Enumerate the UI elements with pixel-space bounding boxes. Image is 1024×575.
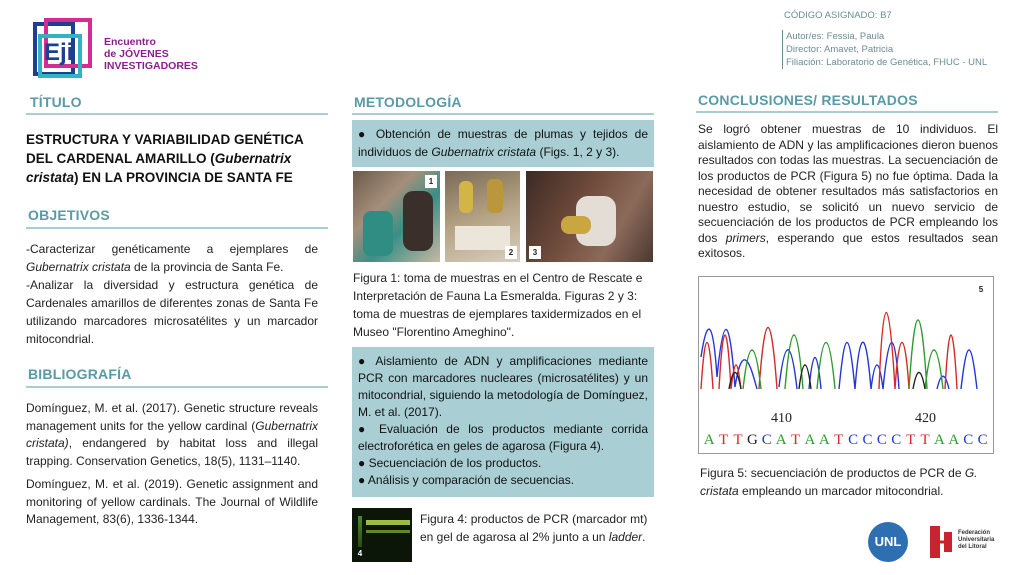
federacion-line3: del Litoral <box>958 544 987 550</box>
seq-base: T <box>733 432 743 448</box>
seq-base: T <box>834 432 844 448</box>
eji-logo-icon <box>32 18 100 82</box>
gel-band-2 <box>366 530 410 533</box>
reference-1b: Gubernatrix cristata) <box>26 418 318 450</box>
seq-base: A <box>934 432 945 448</box>
figure-5-caption-c: empleando un marcador mitocondrial. <box>738 484 944 498</box>
poster-title <box>26 130 326 187</box>
seq-base: C <box>876 432 887 448</box>
seq-base: T <box>790 432 801 448</box>
reference-2: Domínguez, M. et al. (2019). Genetic assignment and monitoring of yellow cardinals. The Journal of Wildlife Management, 83(6), 1336-1344. <box>26 477 318 526</box>
methods-box-2 <box>352 347 654 497</box>
conclusiones-rule <box>696 111 998 113</box>
author: Autor/es: Fessia, Paula <box>786 31 885 42</box>
figure-1-3-caption: Figura 1: toma de muestras en el Centro de Rescate e Interpretación de Fauna La Esmeralda. Figuras 2 y 3: toma de muestras de ejemplares taxidermizados en el Museo "Florentino Ameghino". <box>353 271 643 339</box>
objetivos-rule <box>26 227 328 229</box>
seq-base: A <box>703 432 715 448</box>
metodologia-heading: METODOLOGÍA <box>354 94 462 110</box>
conclusiones-text-c: , esperando que estos resultados sean exitosos. <box>698 230 998 260</box>
figure-3-tag: 3 <box>529 246 541 259</box>
figure-3-bird <box>561 216 591 234</box>
objetivo-1 <box>26 240 318 276</box>
objetivos-heading: OBJETIVOS <box>28 207 110 223</box>
figure-4-caption-a: Figura 4: productos de PCR (marcador mt) en gel de agarosa al 2% junto a un <box>420 512 648 544</box>
seq-base: A <box>818 432 830 448</box>
federacion-logo-icon <box>926 522 956 562</box>
figure-4-caption <box>420 510 656 546</box>
seq-bases <box>702 431 990 449</box>
logo-line3: INVESTIGADORES <box>104 60 198 72</box>
bibliografia-rule <box>26 386 328 388</box>
federacion-line2: Universitaria <box>958 537 995 543</box>
figure-1-photo <box>353 171 440 262</box>
chromatogram-traces <box>699 277 993 407</box>
objetivo-2: -Analizar la diversidad y estructura genética de Cardenales amarillos de diferentes zonas de Santa Fe utilizando marcadores microsatélites y un marcador mitocondrial. <box>26 278 318 346</box>
federacion-logo <box>926 520 996 564</box>
figure-2-bird-2 <box>487 179 503 213</box>
methods-step-2: ● Evaluación de los productos mediante corrida electroforética en geles de agarosa (Figura 4). <box>358 422 648 453</box>
reference-1a: Domínguez, M. et al. (2017). Genetic structure reveals management units for the yellow cardinal ( <box>26 401 318 433</box>
figure-5-caption-a: Figura 5: secuenciación de productos de PCR de <box>700 466 965 480</box>
objetivo-1c: de la provincia de Santa Fe. <box>130 260 284 274</box>
title-line2b: Gubernatrix <box>214 151 292 166</box>
bibliografia-heading: BIBLIOGRAFÍA <box>28 366 132 382</box>
seq-position-410: 410 <box>771 411 792 426</box>
methods-box-1 <box>352 120 654 167</box>
objetivos-text <box>26 240 318 348</box>
references <box>26 400 318 529</box>
title-line3a: cristata <box>26 170 75 185</box>
titulo-heading: TÍTULO <box>30 94 82 110</box>
figure-2-bird-1 <box>459 181 473 213</box>
reference-1c: , endangered by habitat loss and illegal trapping. Conservation Genetics, 18(5), 1131–1140. <box>26 436 318 468</box>
methods-box-1a: ● Obtención de muestras de plumas y tejidos de individuos de <box>358 127 648 159</box>
seq-base: T <box>920 432 930 448</box>
seq-base: T <box>719 432 729 448</box>
seq-base: C <box>963 432 974 448</box>
seq-base: C <box>891 432 902 448</box>
figure-1-tag: 1 <box>425 175 437 188</box>
conclusiones-text-a: Se logró obtener muestras de 10 individuos. El aislamiento de ADN y las amplificaciones dieron buenos resultados con todas las muestras. La secuenciación de los productos de PCR (Figura 5) no fue óptima. Dada la necesidad de obtener resultados más satisfactorios en nuestro estudio, se solicitó un nuevo servicio de secuenciación de los productos de PCR empleando los dos <box>698 122 998 245</box>
figure-1-person <box>363 211 393 256</box>
title-line3 <box>26 168 326 187</box>
logo-line2: de JÓVENES <box>104 48 169 60</box>
federacion-line1: Federación <box>958 530 991 536</box>
figure-3-photo <box>526 171 653 262</box>
figure-2-paper <box>455 226 510 250</box>
assigned-code: CÓDIGO ASIGNADO: B7 <box>784 10 892 21</box>
methods-step-4: ● Análisis y comparación de secuencias. <box>358 473 575 487</box>
logo-text <box>104 36 198 72</box>
methods-box-1c: (Figs. 1, 2 y 3). <box>536 144 620 159</box>
seq-base: C <box>977 432 988 448</box>
author-info <box>782 30 987 69</box>
svg-text:Eji: Eji <box>44 39 74 66</box>
methods-step-3: ● Secuenciación de los productos. <box>358 456 542 470</box>
conclusiones-text <box>698 122 998 262</box>
figure-1-person2 <box>403 191 433 251</box>
seq-base: C <box>761 432 772 448</box>
seq-base: C <box>848 432 859 448</box>
figure-4-tag: 4 <box>354 547 366 560</box>
eji-logo <box>28 14 208 84</box>
unl-logo: UNL <box>868 522 908 562</box>
objetivo-1b: Gubernatrix cristata <box>26 260 131 274</box>
title-line3b: ) EN LA PROVINCIA DE SANTA FE <box>74 170 293 185</box>
title-line1: ESTRUCTURA Y VARIABILIDAD GENÉTICA <box>26 132 304 147</box>
federacion-text <box>958 530 994 551</box>
figure-5-tag: 5 <box>975 283 987 296</box>
figure-5-caption-b: G. cristata <box>700 466 978 498</box>
reference-1 <box>26 400 318 470</box>
titulo-rule <box>26 113 328 115</box>
trace-blue <box>701 329 977 389</box>
conclusiones-text-b: primers <box>725 230 766 245</box>
seq-base: A <box>948 432 960 448</box>
seq-base: G <box>746 432 758 448</box>
logo-line1: Encuentro <box>104 36 156 48</box>
methods-step-1: ● Aislamiento de ADN y amplificaciones mediante PCR con marcadores nucleares (microsatélites) y un mitocondrial, siguiendo la metodología de Domínguez, M. et al. (2017). <box>358 354 648 419</box>
trace-red <box>701 313 957 390</box>
figure-5-caption <box>700 464 996 500</box>
affiliation: Filiación: Laboratorio de Genética, FHUC - UNL <box>786 57 988 68</box>
seq-base: C <box>862 432 873 448</box>
title-line2a: DEL CARDENAL AMARILLO ( <box>26 151 215 166</box>
seq-base: A <box>804 432 816 448</box>
seq-position-420: 420 <box>915 411 936 426</box>
gel-band-1 <box>366 520 410 525</box>
director: Director: Amavet, Patricia <box>786 44 894 55</box>
title-line2 <box>26 149 326 168</box>
metodologia-rule <box>352 113 654 115</box>
figure-4-caption-c: . <box>642 530 646 544</box>
figure-4-gel <box>352 508 412 562</box>
objetivo-1a: -Caracterizar genéticamente a ejemplares de <box>26 242 318 256</box>
figure-2-photo <box>445 171 520 262</box>
figure-2-tag: 2 <box>505 246 517 259</box>
figure-5-chromatogram <box>698 276 994 454</box>
conclusiones-heading: CONCLUSIONES/ RESULTADOS <box>698 92 918 108</box>
figure-4-caption-b: ladder <box>608 530 643 544</box>
seq-base: T <box>906 432 916 448</box>
methods-box-1b: Gubernatrix cristata <box>431 144 537 159</box>
seq-base: A <box>775 432 787 448</box>
